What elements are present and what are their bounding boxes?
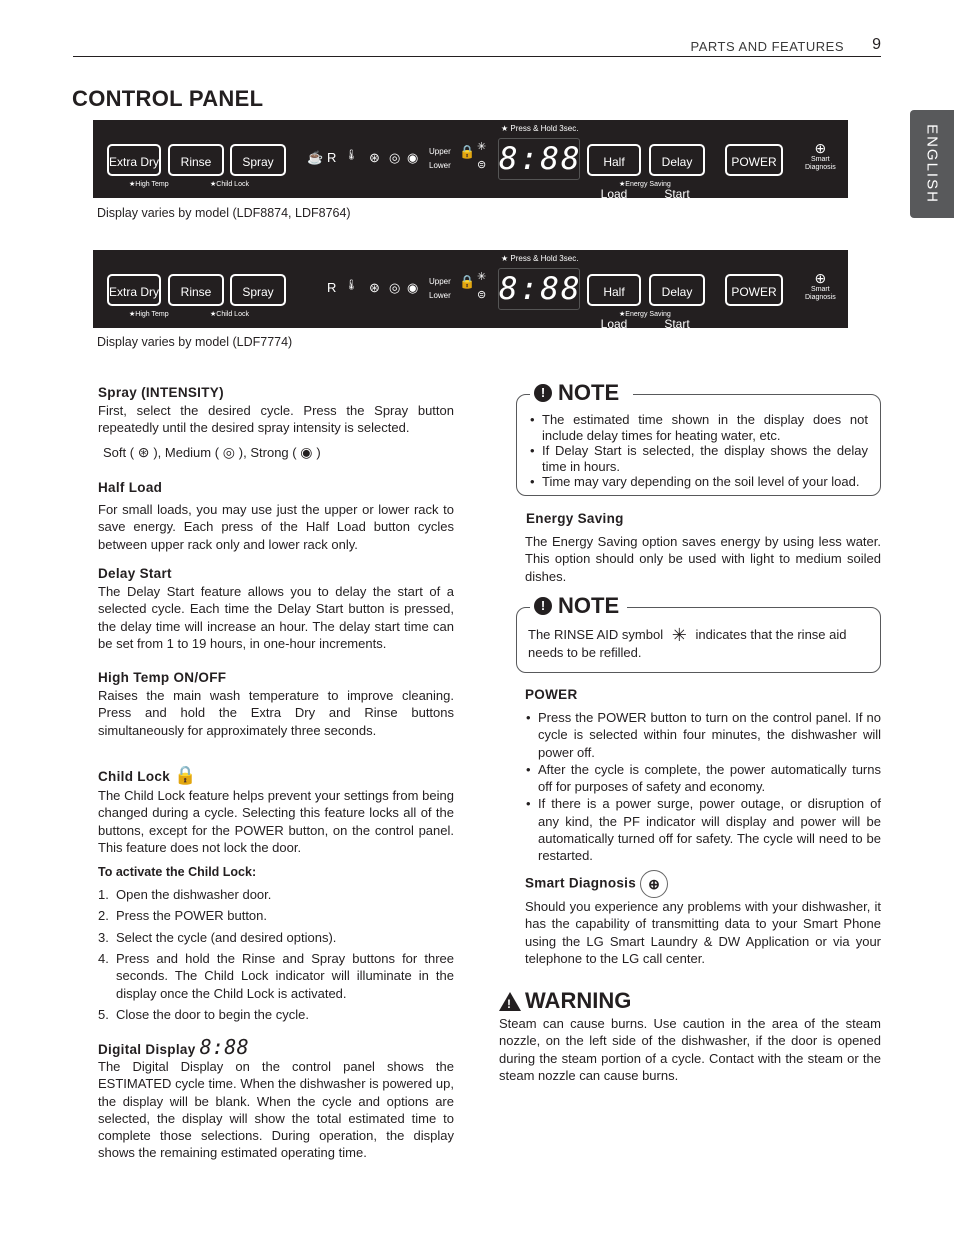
control-panel-illustration-2 bbox=[93, 250, 848, 331]
step-text: Close the door to begin the cycle. bbox=[116, 1007, 309, 1022]
rinse-button: Rinse bbox=[168, 144, 224, 176]
note-1-item: • If Delay Start is selected, the display shows the delay time in hours. bbox=[530, 443, 868, 474]
child-lock-heading bbox=[98, 765, 454, 786]
power-button: POWER bbox=[725, 144, 783, 176]
rinse-aid-icon: ✳ bbox=[666, 624, 692, 645]
child-lock-text: The Child Lock feature helps prevent your settings from being changed during a cycle. Selecting this feature locks all of the buttons, except for the POWER button, on the control panel. This feature does not lock the door. bbox=[98, 788, 454, 855]
child-lock-icon: 🔒 bbox=[459, 144, 476, 159]
power-list bbox=[526, 709, 881, 865]
step-1 bbox=[98, 886, 454, 903]
half-load-button: Half Load bbox=[587, 144, 641, 176]
digital-display: 8:88 bbox=[498, 268, 580, 310]
power-item: • If there is a power surge, power outage, or disruption of any kind, the PF indicator will display and power will be automatically turned off for safety. The cycle will need to be restarted. bbox=[526, 795, 881, 864]
smart-diagnosis-logo bbox=[805, 270, 836, 302]
note-2-heading bbox=[530, 593, 627, 619]
high-temp-text: Raises the main wash temperature to improve cleaning. Press and hold the Extra Dry and Rinse buttons simultaneously for approximately three seconds. bbox=[98, 688, 454, 738]
steam-icon: ☕ bbox=[307, 150, 324, 165]
rinse-temp-icon: R bbox=[327, 280, 337, 295]
spray-button: Spray bbox=[230, 144, 286, 176]
spray-strong-icon: ◉ bbox=[407, 150, 419, 165]
high-temp-heading: High Temp ON/OFF bbox=[98, 670, 227, 685]
header-rule bbox=[73, 56, 881, 57]
diagnosis-label: Diagnosis bbox=[805, 164, 836, 171]
note-2-text-a: The RINSE AID symbol bbox=[528, 627, 664, 642]
panel-1-caption: Display varies by model (LDF8874, LDF8764) bbox=[97, 206, 351, 220]
smart-diagnosis-icon: ⊕ bbox=[814, 140, 827, 156]
lower-rack-label: Lower bbox=[429, 291, 451, 300]
half-load-button: Half Load bbox=[587, 274, 641, 306]
spray-soft-icon: ⊛ bbox=[369, 280, 380, 295]
spray-heading: Spray (INTENSITY) bbox=[98, 385, 224, 400]
smart-diagnosis-heading bbox=[525, 870, 881, 898]
smart-label: Smart bbox=[811, 156, 830, 163]
exclamation-icon: ! bbox=[534, 597, 552, 615]
activate-heading: To activate the Child Lock: bbox=[98, 865, 257, 879]
rack-indicator bbox=[429, 145, 451, 173]
page-number: 9 bbox=[872, 36, 881, 53]
spray-medium-icon: ◎ bbox=[389, 150, 401, 165]
diagnosis-label: Diagnosis bbox=[805, 294, 836, 301]
warning-title: WARNING bbox=[525, 988, 632, 1013]
step-number: 2. bbox=[98, 908, 109, 923]
step-text: Open the dishwasher door. bbox=[116, 887, 272, 902]
spray-soft-icon: ⊛ bbox=[369, 150, 380, 165]
rack-indicator bbox=[429, 275, 451, 303]
smart-diagnosis-icon: ⊕ bbox=[814, 270, 827, 286]
smart-diagnosis-heading-text: Smart Diagnosis bbox=[525, 875, 637, 891]
high-temp-label: ★High Temp bbox=[129, 181, 169, 188]
delay-start-text: The Delay Start feature allows you to delay the start of a selected cycle. Each time the Delay Start button is pressed, the delay time will increase an hour. The delay start time can be set from 1 to 19 hours, in one-hour increments. bbox=[98, 584, 454, 651]
step-4 bbox=[98, 950, 454, 1002]
rinse-aid-icon: ✳ bbox=[477, 141, 487, 153]
warning-text: Steam can cause burns. Use caution in the area of the steam nozzle, on the left side of the dishwasher, if the door is opened during the steam portion of a cycle. Contact with the steam or the steam nozzle can cause burns. bbox=[499, 1016, 881, 1083]
control-panel-illustration-1 bbox=[93, 120, 848, 201]
spray-strong-icon: ◉ bbox=[300, 444, 317, 460]
digital-display: 8:88 bbox=[498, 138, 580, 180]
note-2-text bbox=[528, 626, 868, 662]
note-2-title: NOTE bbox=[558, 593, 620, 618]
note-1-item: • The estimated time shown in the display does not include delay times for heating water, etc. bbox=[530, 412, 868, 443]
note-1-item: • Time may vary depending on the soil level of your load. bbox=[530, 474, 868, 490]
child-lock-label: ★Child Lock bbox=[210, 311, 249, 318]
power-item: • After the cycle is complete, the power automatically turns off for purposes of safety and economy. bbox=[526, 761, 881, 796]
spray-soft-icon: ⊛ bbox=[137, 444, 154, 460]
language-tab bbox=[910, 110, 954, 218]
digital-display-text: The Digital Display on the control panel shows the ESTIMATED cycle time. When the dishwasher is powered up, the display will be blank. When the cycle and options are selected, the display will show the total estimated time to complete those selections. During operation, the display shows the remaining estimated operating time. bbox=[98, 1059, 454, 1161]
spray-medium-label: ), Medium ( bbox=[153, 445, 220, 460]
energy-icon: ⊜ bbox=[477, 159, 487, 171]
rinse-temp-icon: R bbox=[327, 150, 337, 165]
page-title: CONTROL PANEL bbox=[72, 86, 264, 111]
child-lock-label: ★Child Lock bbox=[210, 181, 249, 188]
step-2 bbox=[98, 907, 454, 924]
note-1-title: NOTE bbox=[558, 380, 620, 405]
half-load-text: For small loads, you may use just the upper or lower rack to save energy. Each press of the Half Load button cycles between upper rack only and lower rack only. bbox=[98, 502, 454, 552]
digital-display-heading bbox=[98, 1035, 454, 1059]
extra-dry-button: Extra Dry bbox=[107, 144, 161, 176]
spray-text: First, select the desired cycle. Press the Spray button repeatedly until the desired spray intensity is selected. bbox=[98, 403, 454, 436]
step-number: 1. bbox=[98, 887, 109, 902]
step-text: Press and hold the Rinse and Spray buttons for three seconds. The Child Lock indicator will illuminate in the display once the Child Lock is activated. bbox=[116, 951, 454, 1001]
delay-start-button: Delay Start bbox=[649, 144, 705, 176]
step-text: Select the cycle (and desired options). bbox=[116, 930, 337, 945]
high-temp-icon: 🌡 bbox=[345, 150, 358, 161]
language-tab-label: ENGLISH bbox=[923, 124, 941, 204]
spray-medium-icon: ◎ bbox=[389, 280, 401, 295]
press-hold-label: ★ Press & Hold 3sec. bbox=[501, 124, 579, 133]
lower-rack-label: Lower bbox=[429, 161, 451, 170]
spray-button: Spray bbox=[230, 274, 286, 306]
power-button: POWER bbox=[725, 274, 783, 306]
step-number: 3. bbox=[98, 930, 109, 945]
high-temp-label: ★High Temp bbox=[129, 311, 169, 318]
spray-soft-label: Soft ( bbox=[103, 445, 135, 460]
step-number: 5. bbox=[98, 1007, 109, 1022]
step-number: 4. bbox=[98, 951, 109, 966]
step-5 bbox=[98, 1006, 454, 1023]
press-hold-label: ★ Press & Hold 3sec. bbox=[501, 254, 579, 263]
child-lock-icon: 🔒 bbox=[459, 274, 476, 289]
spray-medium-icon: ◎ bbox=[222, 444, 239, 460]
energy-saving-label: ★Energy Saving bbox=[619, 181, 671, 188]
panel-2-caption: Display varies by model (LDF7774) bbox=[97, 335, 293, 349]
half-load-heading: Half Load bbox=[98, 480, 163, 495]
child-lock-icon: 🔒 bbox=[174, 765, 197, 785]
delay-start-heading: Delay Start bbox=[98, 566, 172, 581]
smart-label: Smart bbox=[811, 286, 830, 293]
step-text: Press the POWER button. bbox=[116, 908, 268, 923]
digital-display-heading-text: Digital Display bbox=[98, 1042, 196, 1057]
smart-diagnosis-logo bbox=[805, 140, 836, 172]
note-2-text-b: indicates that the rinse aid needs to be refilled. bbox=[528, 627, 847, 661]
energy-icon: ⊜ bbox=[477, 289, 487, 301]
warning-heading bbox=[499, 988, 631, 1014]
upper-rack-label: Upper bbox=[429, 147, 451, 156]
note-1-heading bbox=[530, 380, 633, 406]
spray-strong-label: ), Strong ( bbox=[238, 445, 297, 460]
power-item: • Press the POWER button to turn on the control panel. If no cycle is selected within four minutes, the dishwasher will power off. bbox=[526, 709, 881, 761]
spray-options bbox=[103, 444, 459, 461]
step-3 bbox=[98, 929, 454, 946]
delay-start-button: Delay Start bbox=[649, 274, 705, 306]
extra-dry-button: Extra Dry bbox=[107, 274, 161, 306]
high-temp-icon: 🌡 bbox=[345, 280, 358, 291]
exclamation-icon: ! bbox=[534, 384, 552, 402]
energy-saving-text: The Energy Saving option saves energy by using less water. This option should only be used with light to medium soiled dishes. bbox=[525, 534, 881, 584]
child-lock-heading-text: Child Lock bbox=[98, 769, 171, 784]
warning-icon: ! bbox=[499, 992, 521, 1011]
spray-options-end: ) bbox=[316, 445, 321, 460]
section-title: PARTS AND FEATURES bbox=[690, 39, 844, 54]
note-1-list bbox=[530, 412, 868, 490]
rinse-aid-icon: ✳ bbox=[477, 271, 487, 283]
rinse-button: Rinse bbox=[168, 274, 224, 306]
upper-rack-label: Upper bbox=[429, 277, 451, 286]
spray-strong-icon: ◉ bbox=[407, 280, 419, 295]
energy-saving-heading: Energy Saving bbox=[526, 511, 624, 526]
smart-diagnosis-text: Should you experience any problems with your dishwasher, it has the capability of transmitting data to your Smart Phone using the LG Smart Laundry & DW Application or via your telephone to the LG call center. bbox=[525, 899, 881, 966]
smart-diagnosis-icon: ⊕ bbox=[640, 870, 668, 898]
energy-saving-label: ★Energy Saving bbox=[619, 311, 671, 318]
power-heading: POWER bbox=[525, 687, 578, 702]
digital-display-icon: 8:88 bbox=[199, 1035, 249, 1059]
